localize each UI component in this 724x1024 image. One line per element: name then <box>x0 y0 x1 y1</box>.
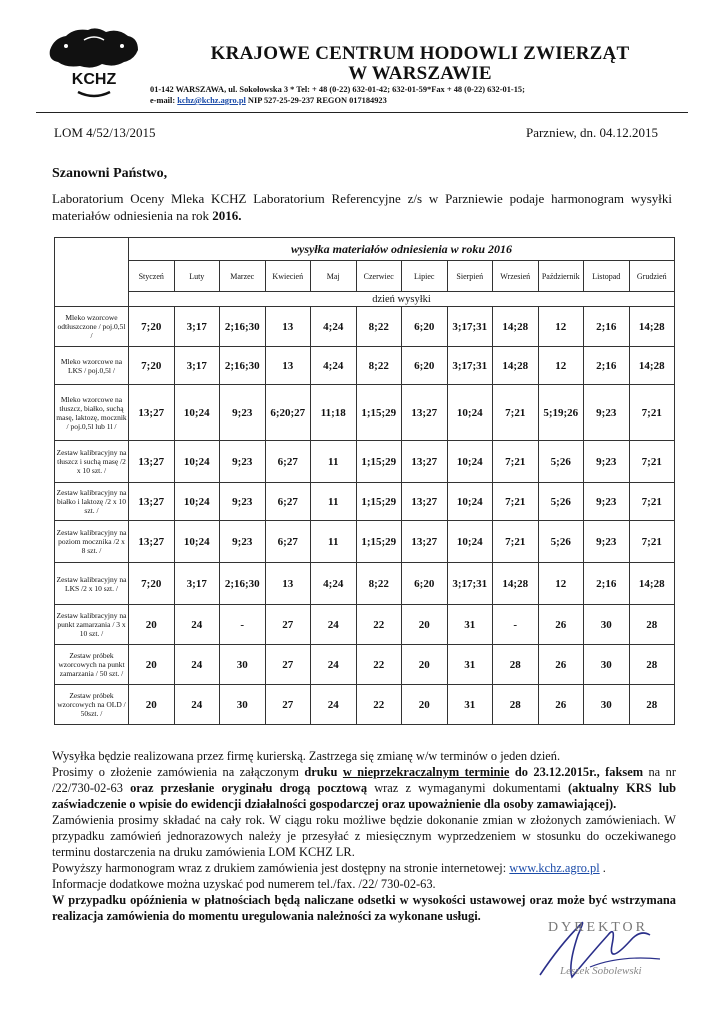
handwritten-signature <box>520 905 680 995</box>
shipping-day-cell: 3;17 <box>174 307 220 347</box>
month-header: Czerwiec <box>356 261 402 292</box>
row-label: Zestaw kalibracyjny na białko i laktozę /2 x 10 szt. / <box>55 483 129 521</box>
shipping-day-cell: 26 <box>538 605 584 645</box>
shipping-day-cell: 28 <box>629 645 675 685</box>
note-contact: Informacje dodatkowe można uzyskać pod numerem tel./fax. /22/ 730-02-63. <box>52 877 436 891</box>
shipping-day-cell: 13;27 <box>402 441 448 483</box>
table-row <box>55 521 675 563</box>
logo-text: KCHZ <box>71 71 117 88</box>
shipping-day-cell: 3;17 <box>174 563 220 605</box>
table-row <box>55 347 675 385</box>
shipping-day-cell: 14;28 <box>629 563 675 605</box>
shipping-day-cell: 11;18 <box>311 385 357 441</box>
shipping-day-cell: 6;27 <box>265 441 311 483</box>
shipping-day-cell: 14;28 <box>493 347 539 385</box>
note-website <box>52 860 676 876</box>
note-order-text-h: (aktualny KRS lub zaświadczenie o wpisie do ewidencji działalności gospodarczej oraz upoważnienie dla osoby zamawiającej). <box>52 781 676 811</box>
shipping-day-cell: 27 <box>265 645 311 685</box>
website-link[interactable]: www.kchz.agro.pl <box>509 861 600 875</box>
kchz-logo <box>44 20 144 100</box>
shipping-day-cell: 3;17;31 <box>447 347 493 385</box>
intro-text: Laboratorium Oceny Mleka KCHZ Laboratorium Referencyjne z/s w Parzniewie podaje harmonogram wysyłki materiałów odniesienia na rok <box>52 191 672 223</box>
shipping-day-cell: 9;23 <box>220 521 266 563</box>
shipping-day-cell: 7;21 <box>629 385 675 441</box>
shipping-day-cell: 12 <box>538 563 584 605</box>
shipping-day-cell: 6;20 <box>402 307 448 347</box>
shipping-day-cell: 1;15;29 <box>356 483 402 521</box>
table-row <box>55 685 675 725</box>
shipping-day-cell: 31 <box>447 605 493 645</box>
table-row <box>55 441 675 483</box>
shipping-day-cell: 9;23 <box>220 385 266 441</box>
note-changes: Zamówienia prosimy składać na cały rok. W ciągu roku możliwe będzie dokonanie zmian w złożonych zamówieniach. W przypadku zamówień jednorazowych należy je przesyłać z miesięcznym wyprzedzeniem w stosunku do oczekiwanego terminu dostarczenia na druku zamówienia LOM KCHZ LR. <box>52 813 676 859</box>
note-order-text-g: wraz z wymaganymi dokumentami <box>367 781 569 795</box>
shipping-day-cell: 7;21 <box>493 385 539 441</box>
shipping-day-cell: 5;19;26 <box>538 385 584 441</box>
shipping-day-cell: 13;27 <box>129 483 175 521</box>
notes-section <box>52 748 676 924</box>
shipping-day-cell: 8;22 <box>356 563 402 605</box>
shipping-day-cell: 13;27 <box>402 385 448 441</box>
month-header: Marzec <box>220 261 266 292</box>
shipping-day-cell: 7;20 <box>129 563 175 605</box>
shipping-day-cell: 7;21 <box>629 441 675 483</box>
intro-paragraph <box>52 190 672 224</box>
shipping-day-cell: 10;24 <box>447 483 493 521</box>
shipping-day-cell: 28 <box>493 685 539 725</box>
shipping-day-cell: 13;27 <box>129 441 175 483</box>
row-label: Mleko wzorcowe na LKS / poj.0,5l / <box>55 347 129 385</box>
note-order-text-d: do 23.12.2015r., faksem <box>509 765 644 779</box>
shipping-day-cell: 24 <box>311 685 357 725</box>
shipping-day-cell: 2;16 <box>584 347 630 385</box>
shipping-day-cell: 24 <box>174 685 220 725</box>
animals-silhouette-icon <box>44 20 144 100</box>
table-row <box>55 385 675 441</box>
table-row <box>55 307 675 347</box>
shipping-day-cell: 13 <box>265 307 311 347</box>
shipping-day-cell: 4;24 <box>311 563 357 605</box>
shipping-day-cell: 5;26 <box>538 521 584 563</box>
signature-name: Leszek Sobolewski <box>560 965 642 977</box>
shipping-day-cell: 12 <box>538 347 584 385</box>
shipping-day-cell: 24 <box>174 645 220 685</box>
shipping-day-cell: 10;24 <box>174 441 220 483</box>
row-label: Zestaw kalibracyjny na LKS /2 x 10 szt. / <box>55 563 129 605</box>
shipping-day-cell: 3;17 <box>174 347 220 385</box>
shipping-day-cell: 26 <box>538 645 584 685</box>
shipping-day-cell: 4;24 <box>311 307 357 347</box>
shipping-day-cell: 24 <box>174 605 220 645</box>
shipping-day-cell: - <box>220 605 266 645</box>
shipping-day-cell: 9;23 <box>220 483 266 521</box>
shipping-day-cell: 28 <box>493 645 539 685</box>
shipping-day-cell: 1;15;29 <box>356 441 402 483</box>
shipping-day-cell: 9;23 <box>584 385 630 441</box>
row-label: Zestaw kalibracyjny na tłuszcz i suchą masę /2 x 10 szt. / <box>55 441 129 483</box>
shipping-day-cell: 27 <box>265 685 311 725</box>
row-label: Zestaw kalibracyjny na poziom mocznika /2 x 8 szt. / <box>55 521 129 563</box>
table-row <box>55 483 675 521</box>
shipping-day-cell: 30 <box>584 605 630 645</box>
shipping-day-cell: 9;23 <box>220 441 266 483</box>
shipping-day-cell: 11 <box>311 521 357 563</box>
shipping-day-cell: 2;16 <box>584 563 630 605</box>
shipping-day-cell: 13;27 <box>402 483 448 521</box>
shipping-day-cell: 6;20 <box>402 563 448 605</box>
shipping-day-cell: 30 <box>584 685 630 725</box>
shipping-day-cell: 8;22 <box>356 307 402 347</box>
row-label: Zestaw próbek wzorcowych na OLD / 50szt. / <box>55 685 129 725</box>
org-name-line2: W WARSZAWIE <box>348 63 492 84</box>
shipping-day-cell: 10;24 <box>447 385 493 441</box>
shipping-day-cell: 2;16;30 <box>220 347 266 385</box>
shipping-day-cell: 30 <box>584 645 630 685</box>
month-header: Sierpień <box>447 261 493 292</box>
shipping-day-cell: 9;23 <box>584 521 630 563</box>
row-label: Zestaw próbek wzorcowych na punkt zamarzania / 50 szt. / <box>55 645 129 685</box>
shipping-day-cell: 22 <box>356 645 402 685</box>
shipping-day-cell: 13 <box>265 563 311 605</box>
table-caption: wysyłka materiałów odniesienia w roku 2016 <box>129 238 675 261</box>
shipping-day-cell: 14;28 <box>629 347 675 385</box>
table-row <box>55 605 675 645</box>
month-header: Kwiecień <box>265 261 311 292</box>
row-label: Mleko wzorcowe na tłuszcz, białko, suchą masę, laktozę, mocznik / poj.0,5l lub 1l / <box>55 385 129 441</box>
table-subheader: dzień wysyłki <box>129 292 675 307</box>
shipping-day-cell: 20 <box>402 645 448 685</box>
note-order-deadline <box>52 764 676 812</box>
note-order-text-e: na nr /22/730-02-63 <box>52 765 676 795</box>
note-order-text-a: Prosimy o złożenie zamówienia na załączonym <box>52 765 305 779</box>
shipping-day-cell: 24 <box>311 645 357 685</box>
greeting: Szanowni Państwo, <box>52 166 168 181</box>
place-date: Parzniew, dn. 04.12.2015 <box>525 125 658 140</box>
shipping-day-cell: 6;27 <box>265 521 311 563</box>
shipping-day-cell: 6;20;27 <box>265 385 311 441</box>
note-website-end: . <box>599 861 606 875</box>
shipping-day-cell: 4;24 <box>311 347 357 385</box>
month-header: Październik <box>538 261 584 292</box>
month-header: Grudzień <box>629 261 675 292</box>
shipping-day-cell: 11 <box>311 483 357 521</box>
nip-regon: NIP 527-25-29-237 REGON 017184923 <box>245 96 387 105</box>
shipping-day-cell: 10;24 <box>447 521 493 563</box>
shipping-day-cell: 6;27 <box>265 483 311 521</box>
shipping-day-cell: 22 <box>356 605 402 645</box>
note-order-text-b: druku <box>304 765 343 779</box>
shipping-day-cell: 7;21 <box>629 521 675 563</box>
shipping-day-cell: 2;16;30 <box>220 307 266 347</box>
table-corner <box>55 238 129 307</box>
months-row <box>55 261 675 292</box>
shipping-day-cell: 14;28 <box>493 307 539 347</box>
shipping-day-cell: 12 <box>538 307 584 347</box>
note-website-text: Powyższy harmonogram wraz z drukiem zamówienia jest dostępny na stronie internetowej: <box>52 861 510 875</box>
shipping-day-cell: 7;21 <box>493 521 539 563</box>
email-link[interactable]: kchz@kchz.agro.pl <box>177 96 246 105</box>
org-name-line1: KRAJOWE CENTRUM HODOWLI ZWIERZĄT <box>210 43 630 64</box>
month-header: Wrzesień <box>493 261 539 292</box>
shipping-day-cell: 20 <box>402 685 448 725</box>
table-row <box>55 563 675 605</box>
shipping-day-cell: 7;21 <box>493 483 539 521</box>
shipping-day-cell: 20 <box>402 605 448 645</box>
shipping-day-cell: 13 <box>265 347 311 385</box>
month-header: Lipiec <box>402 261 448 292</box>
shipping-day-cell: 5;26 <box>538 483 584 521</box>
shipping-day-cell: 14;28 <box>629 307 675 347</box>
signature-title: DYREKTOR <box>548 920 648 935</box>
shipping-day-cell: 2;16 <box>584 307 630 347</box>
shipping-day-cell: 13;27 <box>402 521 448 563</box>
note-order-text-f: oraz przesłanie oryginału drogą pocztową <box>130 781 368 795</box>
shipping-day-cell: 9;23 <box>584 441 630 483</box>
row-label: Zestaw kalibracyjny na punkt zamarzania / 3 x 10 szt. / <box>55 605 129 645</box>
shipping-day-cell: 14;28 <box>493 563 539 605</box>
note-delivery: Wysyłka będzie realizowana przez firmę kurierską. Zastrzega się zmianę w/w terminów o jeden dzień. <box>52 749 561 763</box>
shipping-day-cell: 1;15;29 <box>356 521 402 563</box>
shipping-day-cell: 7;20 <box>129 307 175 347</box>
shipping-day-cell: 1;15;29 <box>356 385 402 441</box>
shipping-day-cell: 13;27 <box>129 385 175 441</box>
shipping-day-cell: 28 <box>629 685 675 725</box>
intro-year: 2016. <box>212 208 242 223</box>
shipping-day-cell: 10;24 <box>447 441 493 483</box>
shipping-day-cell: 20 <box>129 645 175 685</box>
month-header: Maj <box>311 261 357 292</box>
shipping-day-cell: 24 <box>311 605 357 645</box>
email-label: e-mail: <box>150 96 178 105</box>
shipping-day-cell: 7;21 <box>629 483 675 521</box>
shipping-day-cell: 31 <box>447 685 493 725</box>
shipping-day-cell: 3;17;31 <box>447 563 493 605</box>
month-header: Styczeń <box>129 261 175 292</box>
shipping-day-cell: 10;24 <box>174 385 220 441</box>
shipping-day-cell: 11 <box>311 441 357 483</box>
month-header: Luty <box>174 261 220 292</box>
shipping-day-cell: 7;21 <box>493 441 539 483</box>
organization-title <box>150 44 690 84</box>
organization-address <box>150 84 710 106</box>
shipping-day-cell: 10;24 <box>174 483 220 521</box>
shipping-day-cell: 10;24 <box>174 521 220 563</box>
row-label: Mleko wzorcowe odtłuszczone / poj.0,5l / <box>55 307 129 347</box>
shipping-day-cell: 6;20 <box>402 347 448 385</box>
shipping-day-cell: 3;17;31 <box>447 307 493 347</box>
table-row <box>55 645 675 685</box>
shipping-day-cell: 2;16;30 <box>220 563 266 605</box>
shipping-day-cell: 30 <box>220 685 266 725</box>
shipping-day-cell: 20 <box>129 605 175 645</box>
shipping-day-cell: 22 <box>356 685 402 725</box>
shipping-day-cell: 31 <box>447 645 493 685</box>
shipping-day-cell: - <box>493 605 539 645</box>
note-order-deadline-emphasis: w nieprzekraczalnym terminie <box>342 765 510 779</box>
header-divider <box>36 112 688 113</box>
note-interest-text: W przypadku opóźnienia w płatnościach będą naliczane odsetki w wysokości ustawowej oraz może być wstrzymana realizacja zamówienia do momentu uregulowania należności za wykonane usługi. <box>52 893 676 923</box>
shipping-day-cell: 20 <box>129 685 175 725</box>
address-line: 01-142 WARSZAWA, ul. Sokołowska 3 * Tel: + 48 (0-22) 632-01-42; 632-01-59*Fax + 48 (0-22) 632-01-15; <box>150 85 525 94</box>
contact-line <box>150 95 710 106</box>
month-header: Listopad <box>584 261 630 292</box>
shipping-day-cell: 9;23 <box>584 483 630 521</box>
shipping-day-cell: 13;27 <box>129 521 175 563</box>
reference-number: LOM 4/52/13/2015 <box>54 125 156 140</box>
shipping-day-cell: 26 <box>538 685 584 725</box>
shipping-day-cell: 7;20 <box>129 347 175 385</box>
shipment-schedule-table <box>54 237 675 725</box>
shipping-day-cell: 28 <box>629 605 675 645</box>
shipping-day-cell: 27 <box>265 605 311 645</box>
shipping-day-cell: 30 <box>220 645 266 685</box>
shipping-day-cell: 8;22 <box>356 347 402 385</box>
shipping-day-cell: 5;26 <box>538 441 584 483</box>
